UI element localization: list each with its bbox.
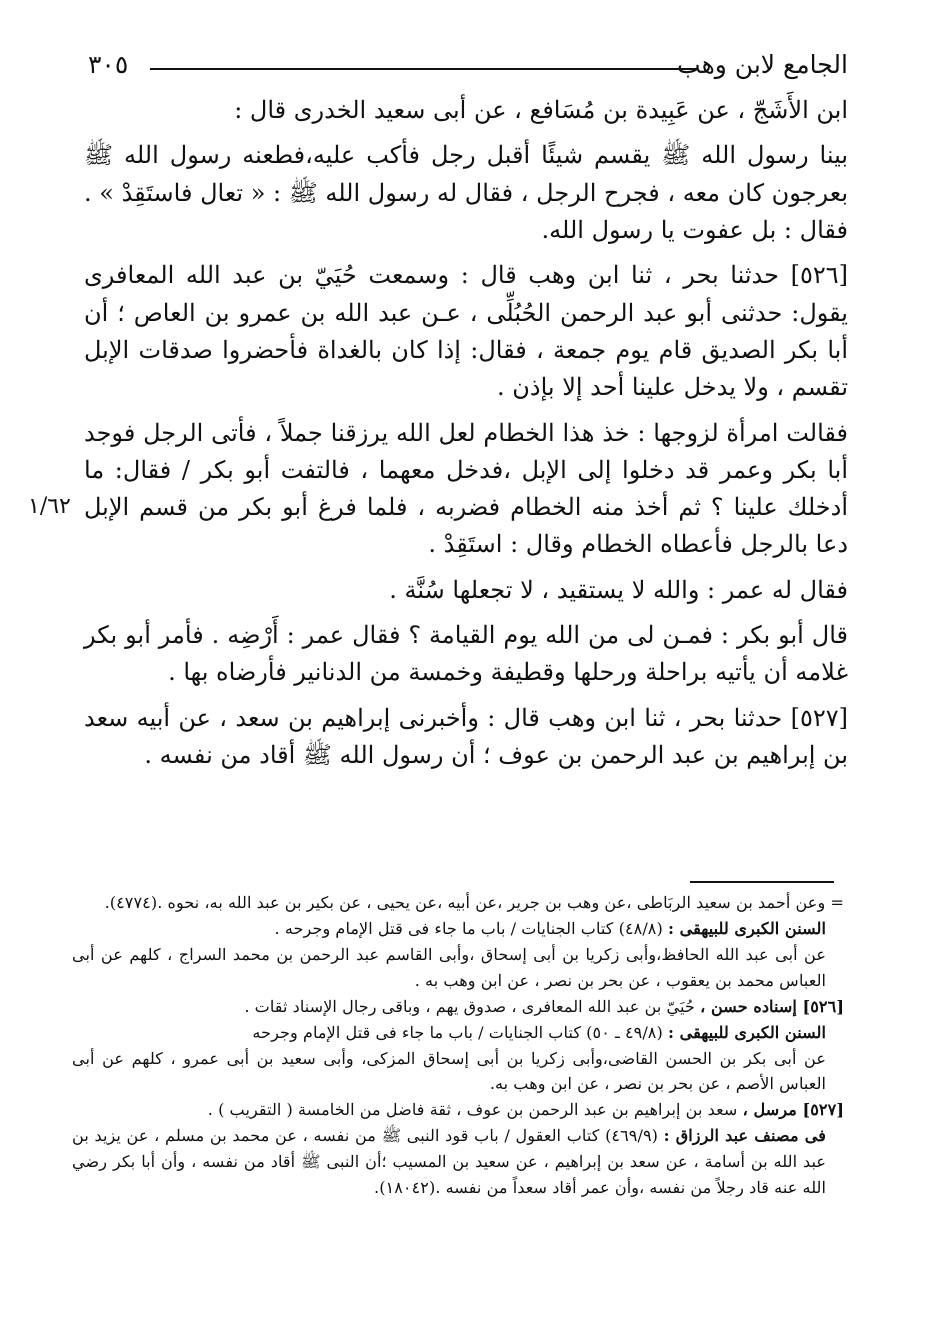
footnote-line	[72, 994, 844, 1020]
footnote-line	[72, 1020, 844, 1046]
footnote-line	[72, 1123, 844, 1201]
paragraph: ابن الأَشَجّ ، عن عَبِيدة بن مُسَافع ، عن أبى سعيد الخدرى قال :	[234, 96, 848, 124]
page-number: ٣٠٥	[88, 50, 129, 79]
header-rule	[150, 68, 698, 70]
running-header	[88, 44, 848, 92]
footnotes	[72, 890, 844, 1201]
footnote-line	[72, 916, 844, 942]
footnote-line	[72, 1046, 844, 1098]
footnote-text: (٤٨/٨) كتاب الجنايات / باب ما جاء فى قتل الإمام وجرحه .	[274, 918, 663, 938]
paragraph: [٥٢٧] حدثنا بحر ، ثنا ابن وهب قال : وأخبرنى إبراهيم بن سعد ، عن أبيه سعد بن إبراهيم بن عبد الرحمن بن عوف ؛ أن رسول الله ﷺ أقاد من نفسه .	[84, 703, 848, 769]
footnote-line	[72, 942, 844, 994]
paragraph: قال أبو بكر : فمـن لى من الله يوم القيامة ؟ فقال عمر : أَرْضِه . فأمر أبو بكر غلامه أن يأتيه براحلة ورحلها وقطيفة وخمسة من الدنانير فأرضاه بها .	[84, 621, 848, 687]
footnote-text: عن أبى عبد الله الحافظ،وأبى زكريا بن أبى إسحاق ،وأبى القاسم عبد الرحمن بن محمد السراج ، كلهم عن أبى العباس محمد بن يعقوب ، عن بحر بن نصر ، عن ابن وهب به .	[72, 944, 826, 990]
footnote-lead: فى مصنف عبد الرزاق :	[663, 1126, 827, 1146]
footnote-lead: [٥٢٧] مرسل ،	[742, 1100, 844, 1120]
footnote-text: حُيَيّ بن عبد الله المعافرى ، صدوق يهم ، وباقى رجال الإسناد ثقات .	[244, 996, 695, 1016]
paragraph: فقال له عمر : والله لا يستقيد ، لا تجعلها سُنَّة .	[389, 575, 848, 604]
footnote-lead: السنن الكبرى للبيهقى :	[667, 1022, 826, 1042]
footnote-text: = وعن أحمد بن سعيد الربَاطى ،عن وهب بن جرير ،عن أبيه ،عن يحيى ، عن بكير بن عبد الله به، نحوه .(٤٧٧٤).	[104, 893, 844, 912]
main-text	[84, 92, 848, 774]
footnote-line	[72, 1097, 844, 1123]
paragraph: بينا رسول الله ﷺ يقسم شيئًا أقبل رجل فأكب عليه،فطعنه رسول الله ﷺ بعرجون كان معه ، فجرح الرجل ، فقال له رسول الله ﷺ : « تعال فاستَقِدْ » . فقال : بل عفوت يا رسول الله.	[84, 141, 848, 244]
footnote-line	[72, 890, 844, 916]
footnote-text: عن أبى بكر بن الحسن القاضى،وأبى زكريا بن أبى إسحاق المزكى، وأبى سعيد بن أبى عمرو ، كلهم عن أبى العباس الأصم ، عن بحر بن نصر ، عن ابن وهب به.	[72, 1048, 826, 1094]
footnote-text: (٤٩/٨ ـ ٥٠) كتاب الجنايات / باب ما جاء فى قتل الإمام وجرحه	[252, 1022, 663, 1042]
footnote-lead: السنن الكبرى للبيهقى :	[667, 918, 826, 938]
footnote-rule	[690, 881, 834, 883]
paragraph: [٥٢٦] حدثنا بحر ، ثنا ابن وهب قال : وسمعت حُيَيّ بن عبد الله المعافرى يقول: حدثنى أبو عبد الرحمن الحُبُلِّى ، عـن عبد الله بن عمرو بن العاص ؛ أن أبا بكر الصديق قام يوم جمعة ، فقال: إذا كان بالغداة فأحضروا صدقات الإبل تقسم ، ولا يدخل علينا أحد إلا بإذن .	[84, 261, 848, 402]
footnote-lead: [٥٢٦] إسناده حسن ،	[700, 996, 844, 1016]
header-title: الجامع لابن وهب	[677, 50, 848, 79]
paragraph: فقالت امرأة لزوجها : خذ هذا الخطام لعل الله يرزقنا جملاً ، فأتى الرجل فوجد أبا بكر وعمر قد دخلوا إلى الإبل ،فدخل معهما ، فالتفت أبو بكر / فقال: ما أدخلك علينا ؟ ثم أخذ منه الخطام فضربه ، فلما فرغ أبو بكر من قسم الإبل دعا بالرجل فأعطاه الخطام وقال : استَقِدْ .	[84, 418, 848, 559]
footnote-text: (٤٦٩/٩) كتاب العقول / باب قود النبى ﷺ من نفسه ، عن محمد بن مسلم ، عن يزيد بن عبد الله بن أسامة ، عن سعد بن إبراهيم ، عن سعيد بن المسيب ؛أن النبى ﷺ أقاد من نفسه ، وأن أبا بكر رضي الله عنه قاد رجلاً من نفسه ،وأن عمر أقاد سعداً من نفسه .(١٨٠٤٢).	[72, 1126, 826, 1198]
margin-note: ١/٦٢	[28, 494, 71, 519]
footnote-text: سعد بن إبراهيم بن عبد الرحمن بن عوف ، ثقة فاضل من الخامسة ( التقريب ) .	[207, 1100, 738, 1120]
